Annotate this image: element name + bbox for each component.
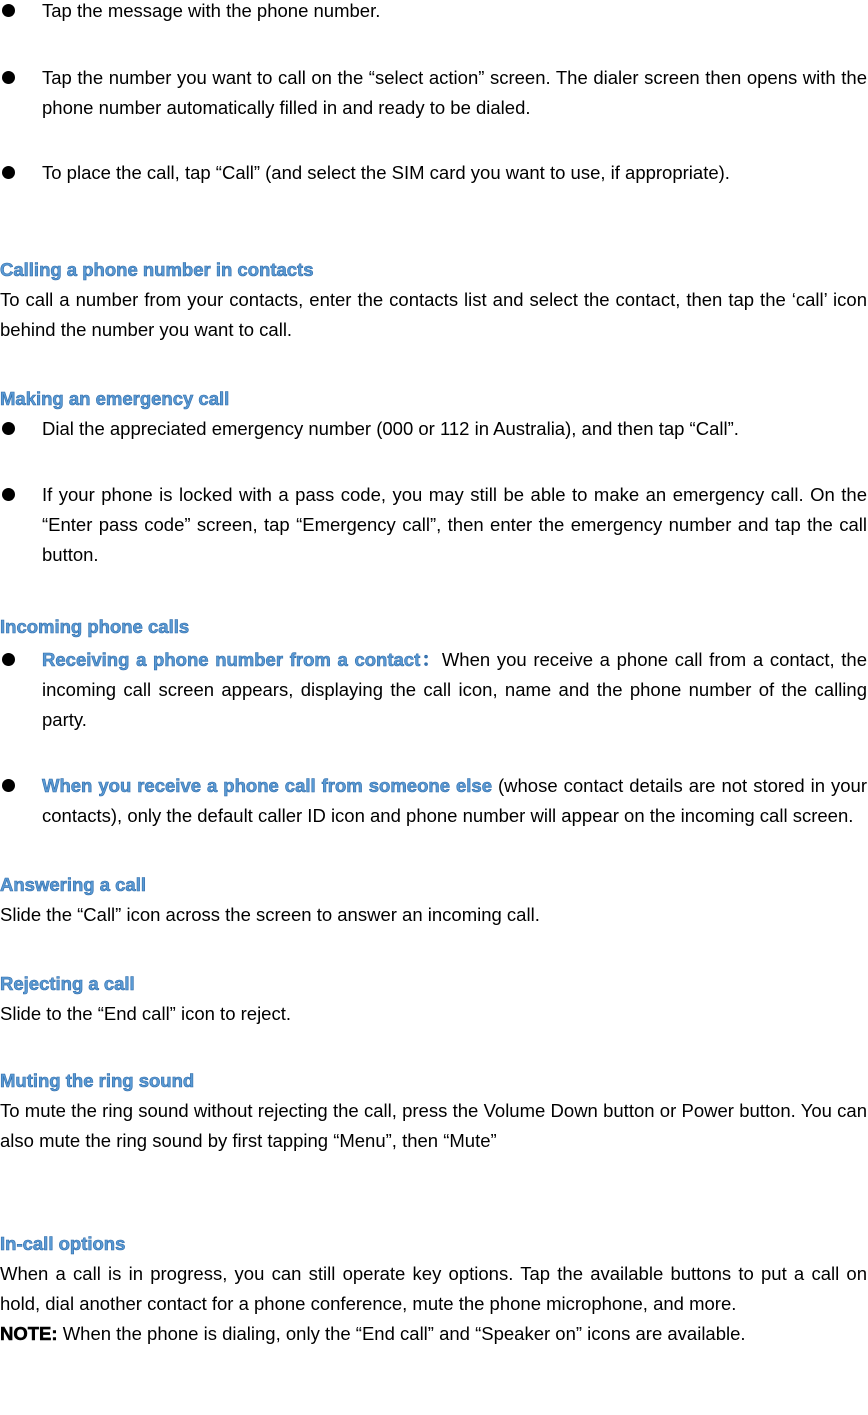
bullet-icon: [2, 488, 15, 501]
bullet-lead: When you receive a phone call from someone else: [42, 775, 492, 796]
section-incall: [0, 1229, 867, 1349]
section-body: To call a number from your contacts, enter the contacts list and select the contact, then tap the ‘call’ icon behind the number you want to call.: [0, 289, 867, 340]
section-emergency: [0, 384, 867, 414]
bullet-body: (whose contact details are not stored in your contacts), only the default caller ID icon and phone number will appear on the incoming call screen.: [42, 775, 867, 826]
list-item-text: Tap the message with the phone number.: [42, 0, 381, 21]
list-item-text: Tap the number you want to call on the “select action” screen. The dialer screen then opens with the phone number automatically filled in and ready to be dialed.: [42, 67, 867, 118]
section-heading: Answering a call: [0, 874, 146, 895]
section-heading: Calling a phone number in contacts: [0, 259, 314, 280]
bullet-icon: [2, 4, 15, 17]
list-item: [0, 158, 867, 188]
list-item-text: [42, 771, 867, 831]
bullet-icon: [2, 422, 15, 435]
list-item: [0, 63, 867, 123]
list-item-text: [42, 645, 867, 735]
note-text: When the phone is dialing, only the “End call” and “Speaker on” icons are available.: [57, 1323, 746, 1344]
section-heading: Incoming phone calls: [0, 616, 190, 637]
section-heading: Rejecting a call: [0, 973, 135, 994]
bullet-icon: [2, 71, 15, 84]
bullet-icon: [2, 166, 15, 179]
section-muting: [0, 1066, 867, 1156]
section-heading: In-call options: [0, 1233, 126, 1254]
section-answering: [0, 870, 867, 930]
list-item-text: Dial the appreciated emergency number (000 or 112 in Australia), and then tap “Call”.: [42, 418, 739, 439]
list-item-text: To place the call, tap “Call” (and select the SIM card you want to use, if appropriate).: [42, 162, 730, 183]
section-body: To mute the ring sound without rejecting the call, press the Volume Down button or Power button. You can also mute the ring sound by first tapping “Menu”, then “Mute”: [0, 1100, 867, 1151]
bullet-lead: Receiving a phone number from a contact：: [42, 649, 442, 670]
list-item: [0, 0, 867, 26]
list-item: [0, 414, 867, 444]
section-body: Slide to the “End call” icon to reject.: [0, 1003, 292, 1024]
list-item: [0, 771, 867, 831]
list-item: [0, 480, 867, 570]
bullet-icon: [2, 779, 15, 792]
section-body: Slide the “Call” icon across the screen to answer an incoming call.: [0, 904, 540, 925]
bullet-icon: [2, 653, 15, 666]
note: [0, 1319, 867, 1349]
section-contacts: [0, 255, 867, 345]
section-incoming: [0, 612, 867, 642]
section-rejecting: [0, 969, 867, 1029]
section-heading: Muting the ring sound: [0, 1070, 195, 1091]
section-body: When a call is in progress, you can still operate key options. Tap the available buttons to put a call on hold, dial another contact for a phone conference, mute the phone microphone, and more.: [0, 1263, 867, 1314]
list-item: [0, 645, 867, 735]
section-heading: Making an emergency call: [0, 388, 230, 409]
note-label: NOTE:: [0, 1323, 58, 1344]
list-item-text: If your phone is locked with a pass code, you may still be able to make an emergency call. On the “Enter pass code” screen, tap “Emergency call”, then enter the emergency number and tap the call button.: [42, 484, 867, 565]
bullet-body: When you receive a phone call from a contact, the incoming call screen appears, displaying the call icon, name and the phone number of the calling party.: [42, 649, 868, 730]
